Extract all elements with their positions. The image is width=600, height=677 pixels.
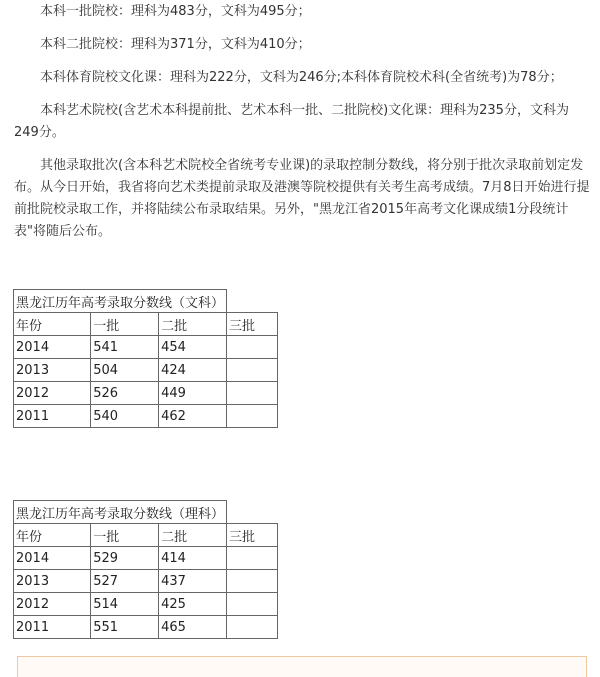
header-batch3: 三批 [227,313,278,336]
cell-batch2: 414 [159,547,227,570]
article-body [14,0,590,254]
header-batch1: 一批 [91,524,159,547]
cell-batch3 [227,547,278,570]
table-header-row [14,524,278,547]
cell-year: 2013 [14,570,91,593]
cell-batch3 [227,616,278,639]
cell-batch3 [227,382,278,405]
cell-batch2: 425 [159,593,227,616]
table-title-row [14,290,278,313]
cell-year: 2011 [14,616,91,639]
table-title: 黑龙江历年高考录取分数线（理科） [14,501,227,524]
cell-batch1: 526 [91,382,159,405]
table-row [14,405,278,428]
cell-year: 2013 [14,359,91,382]
header-batch2: 二批 [159,313,227,336]
table-row [14,336,278,359]
paragraph-tier2: 本科二批院校：理科为371分，文科为410分； [40,37,311,52]
cell-year: 2012 [14,593,91,616]
header-batch3: 三批 [227,524,278,547]
related-box [17,656,587,677]
cell-batch3 [227,359,278,382]
header-year: 年份 [14,313,91,336]
cell-year: 2014 [14,547,91,570]
cell-batch3 [227,593,278,616]
cell-batch1: 527 [91,570,159,593]
cell-batch2: 437 [159,570,227,593]
cell-batch2: 449 [159,382,227,405]
table-title: 黑龙江历年高考录取分数线（文科） [14,290,227,313]
table-row [14,359,278,382]
cell-year: 2014 [14,336,91,359]
cell-year: 2012 [14,382,91,405]
paragraph-arts: 本科艺术院校(含艺术本科提前批、艺术本科一批、二批院校)文化课：理科为235分，文科为249分。 [14,103,569,140]
cell-batch1: 551 [91,616,159,639]
cell-batch3 [227,570,278,593]
cell-batch3 [227,336,278,359]
cell-batch1: 541 [91,336,159,359]
cell-batch2: 465 [159,616,227,639]
cell-batch2: 424 [159,359,227,382]
cell-year: 2011 [14,405,91,428]
header-batch1: 一批 [91,313,159,336]
cell-batch2: 454 [159,336,227,359]
table-row [14,616,278,639]
table-row [14,382,278,405]
paragraph-other-batches: 其他录取批次(含本科艺术院校全省统考专业课)的录取控制分数线，将分别于批次录取前划定发布。从今日开始，我省将向艺术类提前录取及港澳等院校提供有关考生高考成绩。7月8日开始进行提前批院校录取工作，并将陆续公布录取结果。另外，"黑龙江省2015年高考文化课成绩1分段统计表"将随后公布。 [14,158,590,239]
cell-batch1: 540 [91,405,159,428]
table-row [14,547,278,570]
header-batch2: 二批 [159,524,227,547]
cell-batch1: 514 [91,593,159,616]
cell-batch2: 462 [159,405,227,428]
header-year: 年份 [14,524,91,547]
score-table-wenke [13,289,278,428]
table-title-row [14,501,278,524]
cell-batch1: 504 [91,359,159,382]
table-row [14,593,278,616]
cell-batch1: 529 [91,547,159,570]
cell-batch3 [227,405,278,428]
table-row [14,570,278,593]
score-table-like [13,500,278,639]
paragraph-tier1: 本科一批院校：理科为483分，文科为495分； [40,4,311,19]
paragraph-sports: 本科体育院校文化课：理科为222分，文科为246分;本科体育院校术科(全省统考)为78分； [40,70,563,85]
table-header-row [14,313,278,336]
